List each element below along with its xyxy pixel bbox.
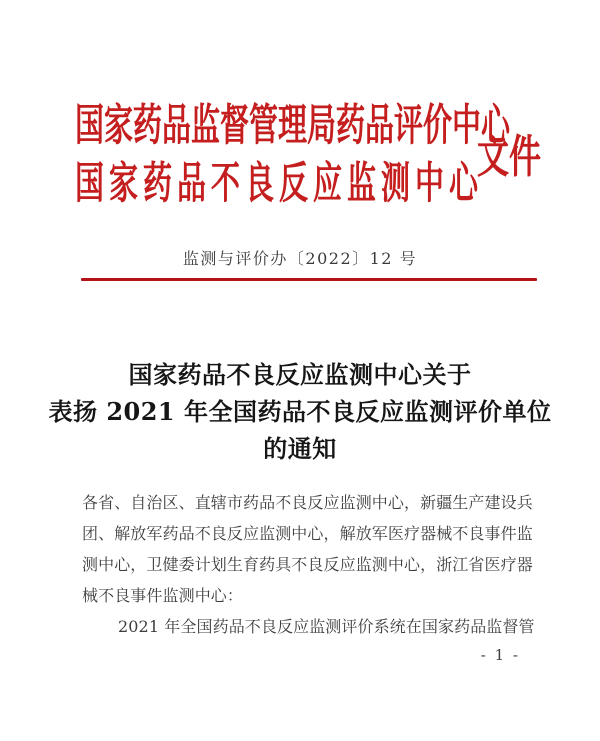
body-line-addressees-4: 械不良事件监测中心： (82, 586, 244, 605)
notice-body (82, 487, 537, 642)
notice-title (0, 356, 600, 467)
body-line-paragraph-2: 2021 年全国药品不良反应监测评价系统在国家药品监督管 (118, 617, 535, 636)
notice-title-line-1: 国家药品不良反应监测中心关于 (128, 360, 472, 389)
body-line-addressees-2: 团、解放军药品不良反应监测中心，解放军医疗器械不良事件监 (82, 524, 533, 543)
notice-title-line-3: 的通知 (263, 434, 337, 463)
letterhead-line-1: 国家药品监督管理局药品评价中心 (75, 99, 511, 151)
red-divider-rule (81, 278, 537, 281)
body-line-addressees-3: 测中心，卫健委计划生育药具不良反应监测中心，浙江省医疗器 (82, 555, 533, 574)
letterhead-suffix: 文件 (477, 129, 542, 183)
document-number: 监测与评价办〔2022〕12 号 (182, 249, 418, 268)
letterhead-line-2: 国家药品不良反应监测中心 (75, 157, 484, 209)
notice-title-line-2: 表扬 2021 年全国药品不良反应监测评价单位 (48, 397, 552, 426)
page-number: - 1 - (480, 646, 520, 664)
body-line-addressees-1: 各省、自治区、直辖市药品不良反应监测中心，新疆生产建设兵 (82, 493, 533, 512)
